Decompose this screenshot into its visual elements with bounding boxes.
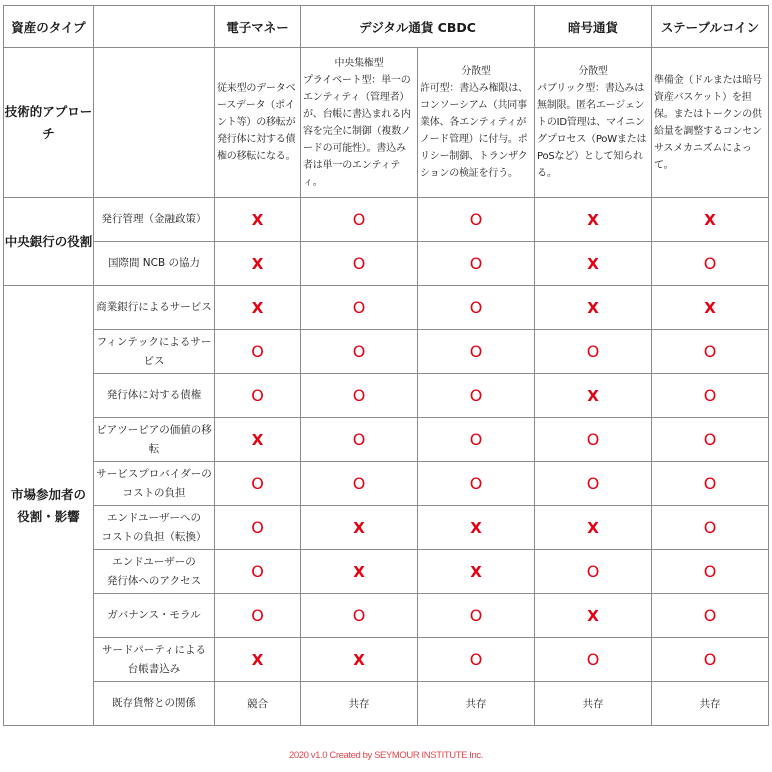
circle-mark-icon: O	[301, 330, 418, 374]
tech-approach-label: 技術的アプローチ	[4, 48, 94, 198]
column-header-crypto: 暗号通貨	[535, 6, 652, 48]
cross-mark-icon: X	[535, 242, 652, 286]
cross-mark-icon: X	[652, 286, 769, 330]
tech-cbdc-central-text: プライベート型：単一のエンティティ（管理者）が、台帳に書込まれる内容を完全に制御（複数ノードの可能性）。書込み者は単一のエンティティ。	[303, 74, 411, 188]
column-header-cbdc: デジタル通貨 CBDC	[301, 6, 535, 48]
row-label-line2: 台帳書込み	[127, 662, 181, 675]
table-row	[4, 198, 769, 242]
relation-cell: 共存	[652, 682, 769, 726]
tech-cbdc-distributed-text: 許可型：書込み権限は、コンソーシアム（共同事業体、各エンティティがノード管理）に付与。ポリシー制御、トランザクションの検証を行う。	[420, 83, 528, 179]
row-label	[94, 506, 215, 550]
row-label-line2: コストの負担	[122, 486, 186, 499]
row-label-line1: エンドユーザーの	[112, 555, 196, 568]
row-label-line1: サードパーティによる	[102, 643, 206, 656]
row-label: ガバナンス・モラル	[94, 594, 215, 638]
cross-mark-icon: X	[215, 638, 301, 682]
column-header-e-money: 電子マネー	[215, 6, 301, 48]
tech-stablecoin-text: 準備金（ドルまたは暗号資産バスケット）を担保。またはトークンの供給量を調整するコンセンサスメカニズムによって。	[654, 74, 762, 171]
circle-mark-icon: O	[535, 418, 652, 462]
circle-mark-icon: O	[215, 594, 301, 638]
cross-mark-icon: X	[301, 638, 418, 682]
row-label: ピアツーピアの価値の移転	[94, 418, 215, 462]
row-label: フィンテックによるサービス	[94, 330, 215, 374]
table-row	[4, 242, 769, 286]
circle-mark-icon: O	[418, 462, 535, 506]
row-label	[94, 550, 215, 594]
table-row	[4, 638, 769, 682]
circle-mark-icon: O	[215, 462, 301, 506]
table-row	[4, 374, 769, 418]
relation-cell: 競合	[215, 682, 301, 726]
circle-mark-icon: O	[215, 506, 301, 550]
group-label-market-participants	[4, 286, 94, 726]
asset-type-header: 資産のタイプ	[4, 6, 94, 48]
tech-cbdc-central-title: 中央集権型	[334, 57, 384, 69]
table-row	[4, 462, 769, 506]
circle-mark-icon: O	[301, 286, 418, 330]
cross-mark-icon: X	[652, 198, 769, 242]
cross-mark-icon: X	[535, 286, 652, 330]
group-label-line2: 役割・影響	[17, 508, 80, 524]
circle-mark-icon: O	[652, 506, 769, 550]
cross-mark-icon: X	[535, 506, 652, 550]
relation-cell: 共存	[418, 682, 535, 726]
empty-header-cell	[94, 6, 215, 48]
circle-mark-icon: O	[535, 550, 652, 594]
cross-mark-icon: X	[535, 374, 652, 418]
footer-credit: 2020 v1.0 Created by SEYMOUR INSTITUTE Inc.	[289, 750, 483, 761]
circle-mark-icon: O	[215, 330, 301, 374]
table-row	[4, 594, 769, 638]
row-label-line1: サービスプロバイダーの	[96, 467, 212, 480]
tech-crypto-title: 分散型	[578, 66, 608, 77]
row-label	[94, 462, 215, 506]
row-label-line2: 発行体へのアクセス	[106, 574, 202, 587]
group-label-line1: 市場参加者の	[10, 486, 86, 502]
circle-mark-icon: O	[652, 462, 769, 506]
relation-cell: 共存	[535, 682, 652, 726]
circle-mark-icon: O	[301, 462, 418, 506]
tech-stablecoin	[652, 48, 769, 198]
row-label: 商業銀行によるサービス	[94, 286, 215, 330]
group-label-central-bank: 中央銀行の役割	[4, 198, 94, 286]
relation-cell: 共存	[301, 682, 418, 726]
row-label: 既存貨幣との関係	[94, 682, 215, 726]
row-label: 発行体に対する債権	[94, 374, 215, 418]
circle-mark-icon: O	[418, 330, 535, 374]
column-header-stablecoin: ステーブルコイン	[652, 6, 769, 48]
circle-mark-icon: O	[652, 242, 769, 286]
tech-cbdc-central	[301, 48, 418, 198]
tech-cbdc-distributed-title: 分散型	[461, 66, 491, 77]
circle-mark-icon: O	[652, 550, 769, 594]
circle-mark-icon: O	[418, 594, 535, 638]
tech-crypto-text: パブリック型：書込みは無制限。匿名エージェントのID管理は、マイニングプロセス（PoWまたはPoSなど）として知られる。	[537, 83, 647, 179]
circle-mark-icon: O	[418, 418, 535, 462]
empty-cell	[94, 48, 215, 198]
circle-mark-icon: O	[652, 418, 769, 462]
cross-mark-icon: X	[535, 198, 652, 242]
circle-mark-icon: O	[215, 374, 301, 418]
tech-e-money-text: 従来型のデータベースデータ（ポイント等）の移転が発行体に対する債権の移転になる。	[217, 83, 296, 162]
cross-mark-icon: X	[418, 550, 535, 594]
circle-mark-icon: O	[418, 286, 535, 330]
cross-mark-icon: X	[301, 506, 418, 550]
circle-mark-icon: O	[301, 198, 418, 242]
circle-mark-icon: O	[652, 594, 769, 638]
circle-mark-icon: O	[301, 374, 418, 418]
row-label-line1: エンドユーザーへの	[106, 511, 202, 524]
table-row	[4, 682, 769, 726]
circle-mark-icon: O	[301, 594, 418, 638]
circle-mark-icon: O	[535, 638, 652, 682]
table-row	[4, 418, 769, 462]
circle-mark-icon: O	[301, 242, 418, 286]
tech-approach-row	[4, 48, 769, 198]
cross-mark-icon: X	[215, 418, 301, 462]
circle-mark-icon: O	[418, 242, 535, 286]
table-row	[4, 330, 769, 374]
table-row	[4, 286, 769, 330]
circle-mark-icon: O	[418, 374, 535, 418]
header-row	[4, 6, 769, 48]
circle-mark-icon: O	[652, 374, 769, 418]
cross-mark-icon: X	[215, 286, 301, 330]
cross-mark-icon: X	[215, 198, 301, 242]
circle-mark-icon: O	[535, 462, 652, 506]
row-label: 発行管理（金融政策）	[94, 198, 215, 242]
cross-mark-icon: X	[535, 594, 652, 638]
circle-mark-icon: O	[418, 638, 535, 682]
table-row	[4, 506, 769, 550]
tech-crypto	[535, 48, 652, 198]
tech-cbdc-distributed	[418, 48, 535, 198]
circle-mark-icon: O	[535, 330, 652, 374]
cross-mark-icon: X	[301, 550, 418, 594]
circle-mark-icon: O	[301, 418, 418, 462]
circle-mark-icon: O	[652, 638, 769, 682]
circle-mark-icon: O	[215, 550, 301, 594]
row-label	[94, 638, 215, 682]
row-label: 国際間 NCB の協力	[94, 242, 215, 286]
circle-mark-icon: O	[652, 330, 769, 374]
tech-e-money	[215, 48, 301, 198]
cross-mark-icon: X	[418, 506, 535, 550]
row-label-line2: コストの負担（転換）	[101, 530, 207, 543]
comparison-table	[3, 5, 769, 726]
table-row	[4, 550, 769, 594]
cross-mark-icon: X	[215, 242, 301, 286]
circle-mark-icon: O	[418, 198, 535, 242]
